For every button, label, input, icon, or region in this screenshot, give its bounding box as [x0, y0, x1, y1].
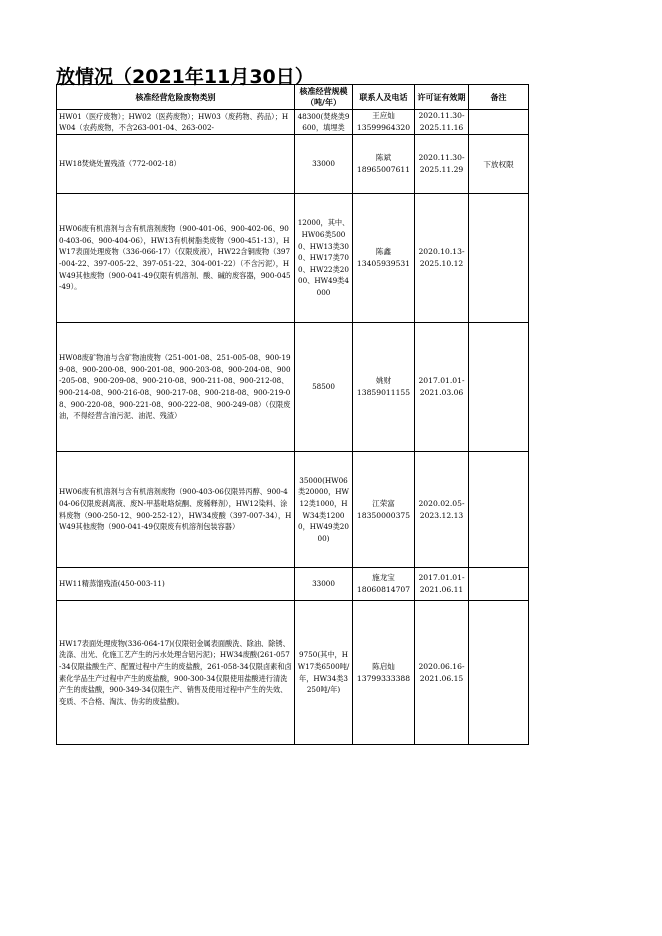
license-start: 2020.11.30-	[418, 153, 465, 162]
license-end: 2025.11.16	[419, 123, 464, 132]
table-row	[57, 135, 529, 194]
remark-cell	[469, 323, 529, 452]
license-cell	[415, 601, 469, 745]
license-end: 2021.03.06	[419, 388, 464, 397]
license-start: 2020.11.30-	[418, 111, 465, 120]
table-row	[57, 601, 529, 745]
remark-cell	[469, 110, 529, 135]
capacity-cell: 33000	[295, 568, 353, 601]
license-cell	[415, 323, 469, 452]
contact-cell	[353, 601, 415, 745]
category-cell: HW06废有机溶剂与含有机溶剂废物（900-403-06仅限异丙醇、900-404-06仅限废剥离液、废N-甲基吡咯烷酮、废稀释剂），HW12染料、涂料废物（900-250-12、900-252-12），HW34废酸（397-007-34），HW49其他废物（900-041-49仅限废有机溶剂包装容器）	[57, 452, 295, 568]
table-row	[57, 323, 529, 452]
header-capacity: 核准经营规模（吨/年）	[295, 85, 353, 110]
license-cell	[415, 135, 469, 194]
contact-name: 陈斌	[375, 153, 392, 162]
contact-phone: 13599964320	[356, 123, 411, 132]
license-start: 2020.10.13-	[418, 247, 465, 256]
header-row	[57, 85, 529, 110]
license-start: 2020.02.05-	[418, 498, 465, 508]
remark-cell	[469, 452, 529, 568]
category-cell: HW06废有机溶剂与含有机溶剂废物（900-401-06、900-402-06、900-403-06、900-404-06），HW13有机树脂类废物（900-451-13），HW17表面处理废物（336-066-17）（仅限废液），HW22含铜废物（397-004-22、397-005-22、397-051-22、304-001-22）（不含污泥），HW49其他废物（900-041-49仅限有机溶剂、酸、碱的废容器，900-045-49）。	[57, 194, 295, 323]
category-cell: HW17表面处理废物(336-064-17)(仅限铝金属表面酸洗、除油、除锈、洗涤、出光、化施工艺产生的污水处理含铝污泥)；HW34废酸(261-057-34仅限盐酸生产、配置过程中产生的废盐酸，261-058-34仅限卤素和卤素化学品生产过程中产生的废盐酸，900-300-34仅限使用盐酸进行清洗产生的废盐酸，900-349-34仅限生产、销售及使用过程中产生的失效、变质、不合格、淘汰、伪劣的废盐酸)。	[57, 601, 295, 745]
contact-phone: 13799333388	[356, 673, 411, 683]
license-end: 2025.10.12	[419, 259, 464, 268]
capacity-cell: 58500	[295, 323, 353, 452]
contact-cell	[353, 568, 415, 601]
contact-phone: 18965007611	[356, 165, 411, 174]
contact-cell	[353, 194, 415, 323]
license-start: 2017.01.01-	[418, 573, 465, 582]
contact-name: 施龙宝	[372, 573, 395, 582]
contact-cell	[353, 323, 415, 452]
contact-cell	[353, 452, 415, 568]
license-table	[56, 84, 529, 745]
license-cell	[415, 194, 469, 323]
header-remark: 备注	[469, 85, 529, 110]
capacity-cell: 33000	[295, 135, 353, 194]
contact-phone: 13859011155	[356, 388, 411, 397]
contact-phone: 18350000375	[356, 510, 411, 520]
remark-cell	[469, 194, 529, 323]
header-category: 核准经营危险废物类别	[57, 85, 295, 110]
contact-name: 王应灿	[372, 111, 395, 120]
page-title: 放情况（2021年11月30日）	[56, 66, 314, 88]
table-row	[57, 452, 529, 568]
category-cell: HW11精蒸馏残渣(450-003-11)	[57, 568, 295, 601]
header-contact: 联系人及电话	[353, 85, 415, 110]
contact-phone: 18060814707	[356, 585, 411, 594]
table-row	[57, 194, 529, 323]
category-cell: HW18焚烧处置残渣（772-002-18）	[57, 135, 295, 194]
capacity-cell	[295, 110, 353, 135]
license-cell	[415, 568, 469, 601]
category-text: HW01（医疗废物）；HW02（医药废物）；HW03（废药物、药品）；HW04（农药废物，不含263-001-04、263-002-	[59, 111, 289, 133]
remark-cell	[469, 601, 529, 745]
capacity-text: 48300(焚烧类9600，填埋类	[297, 111, 350, 133]
license-end: 2025.11.29	[419, 165, 464, 174]
capacity-cell: 12000，其中、HW06类5000、HW13类300、HW17类700、HW22类2000、HW49类4000	[295, 194, 353, 323]
remark-cell	[469, 568, 529, 601]
contact-name: 姚财	[375, 376, 392, 385]
table-row	[57, 110, 529, 135]
contact-phone: 13405939531	[356, 259, 411, 268]
license-end: 2021.06.15	[419, 673, 464, 683]
remark-cell: 下放权限	[469, 135, 529, 194]
contact-name: 陈启灿	[372, 661, 395, 671]
category-cell	[57, 110, 295, 135]
category-cell: HW08废矿物油与含矿物油废物（251-001-08、251-005-08、900-199-08、900-200-08、900-201-08、900-203-08、900-204-08、900-205-08、900-209-08、900-210-08、900-211-08、900-212-08、900-214-08、900-216-08、900-217-08、900-218-08、900-219-08、900-220-08、900-221-08、900-222-08、900-249-08）（仅限废油，不得经营含油污泥、油泥、残渣）	[57, 323, 295, 452]
capacity-cell: 35000(HW06类20000，HW12类1000，HW34类12000，HW49类2000)	[295, 452, 353, 568]
contact-cell	[353, 135, 415, 194]
license-start: 2017.01.01-	[418, 376, 465, 385]
contact-cell	[353, 110, 415, 135]
license-end: 2023.12.13	[419, 510, 464, 520]
contact-name: 陈鑫	[375, 247, 392, 256]
license-cell	[415, 110, 469, 135]
license-end: 2021.06.11	[419, 585, 464, 594]
header-license: 许可证有效期	[415, 85, 469, 110]
license-cell	[415, 452, 469, 568]
contact-name: 江荣富	[372, 498, 395, 508]
license-start: 2020.06.16-	[418, 661, 465, 671]
table-row	[57, 568, 529, 601]
capacity-cell: 9750(其中，HW17类6500吨/年，HW34类3250吨/年)	[295, 601, 353, 745]
